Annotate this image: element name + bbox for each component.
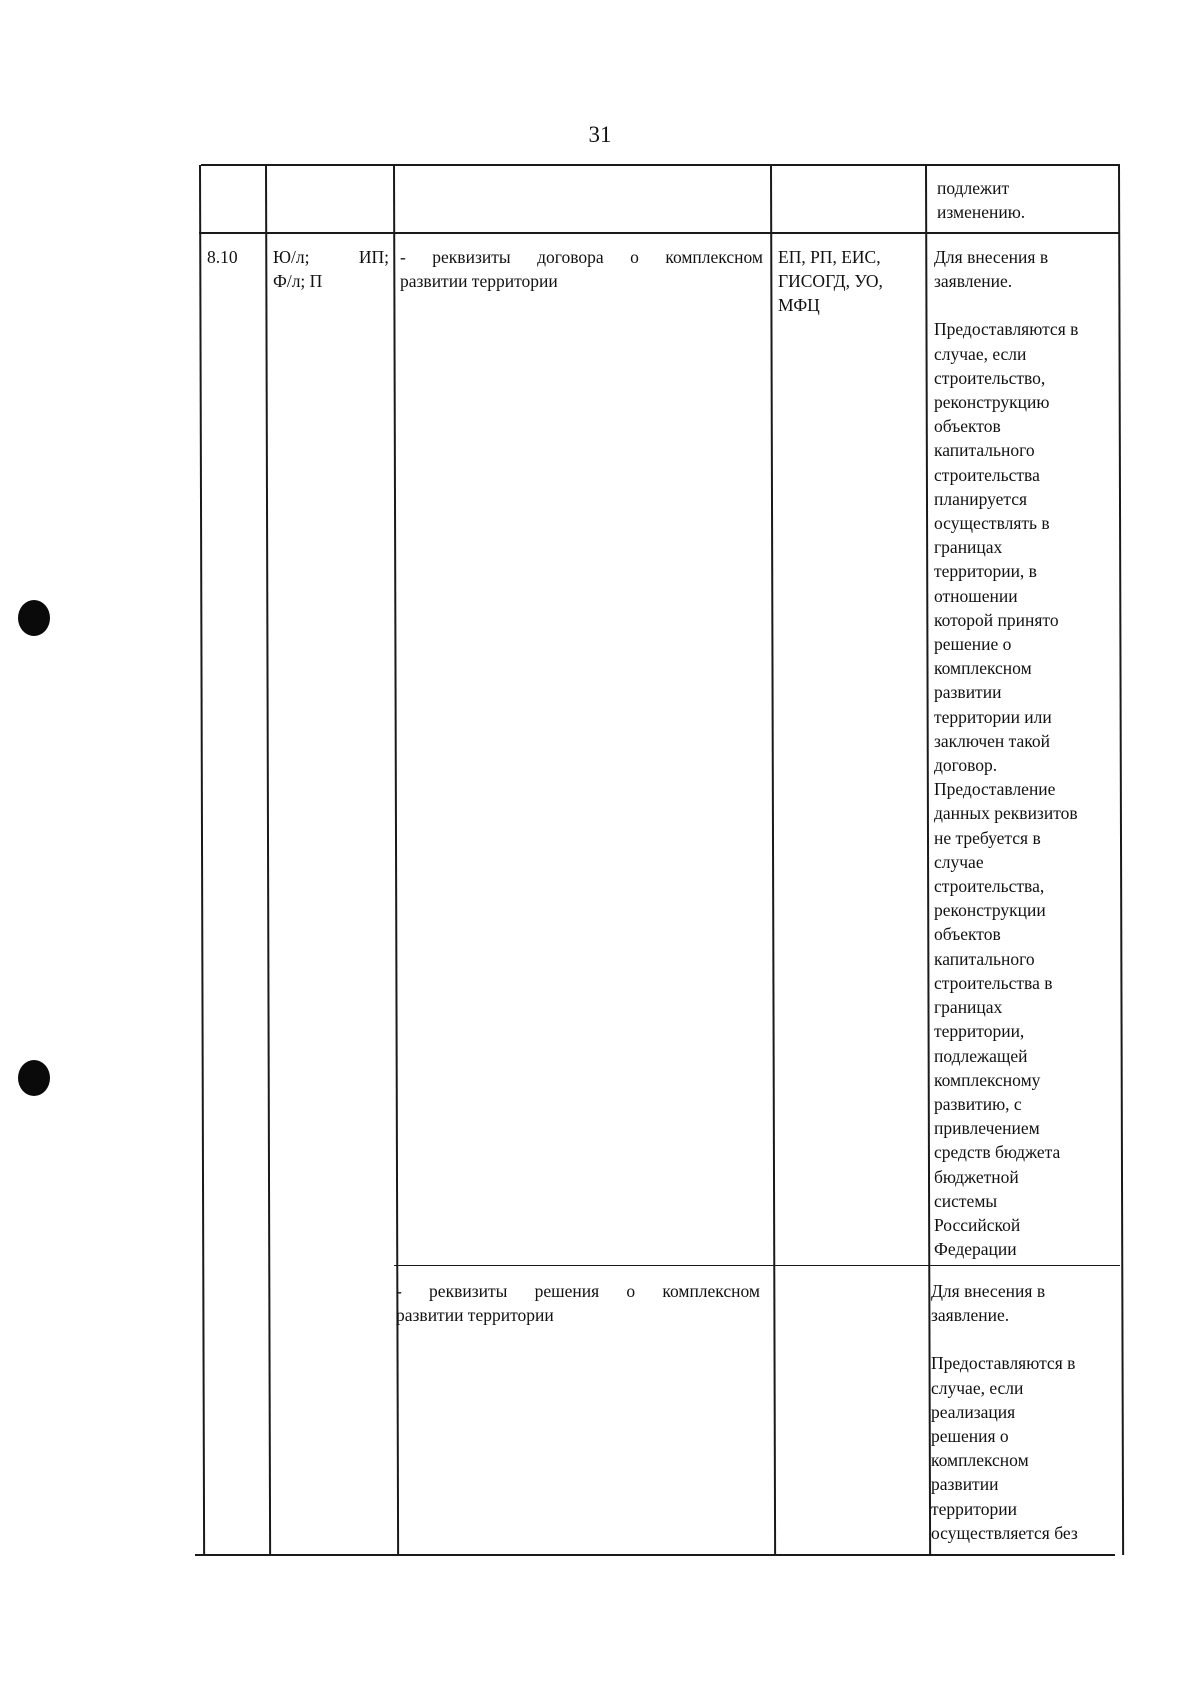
table-border-top (201, 164, 1120, 166)
table-row-divider (199, 232, 1120, 234)
document-item-2-line-2: развитии территории (396, 1305, 554, 1326)
document-item-1-line-1: - реквизиты договора о комплексном (400, 247, 763, 267)
column-divider-1 (265, 165, 271, 1555)
applicants-line-1 (273, 245, 389, 269)
applicants-cell (273, 245, 389, 293)
table-subrow-divider (394, 1265, 1120, 1266)
column-divider-2 (393, 165, 399, 1555)
notes-item-1-body: Предоставляются в случае, если строительство, реконструкцию объектов капитального строительства планируется осуществлять в границах территории, в отношении которой принято решение о комплексном развитии территории или заключен такой договор. Предоставление данных реквизитов не требуется в случае строительства, реконструкции объектов капитального строительства в границах территории, подлежащей комплексному развитию, с привлечением средств бюджета бюджетной системы Российской Федерации (934, 319, 1079, 1260)
table-border-bottom (195, 1554, 1115, 1556)
document-cell-2 (396, 1279, 760, 1327)
table-border-right (1118, 165, 1124, 1555)
document-item-1-line-2: развитии территории (400, 271, 558, 292)
column-divider-3 (770, 165, 776, 1555)
table-border-left (199, 165, 205, 1555)
continuation-notes-cell: подлежит изменению. (937, 178, 1026, 223)
page-number: 31 (588, 122, 612, 147)
notes-cell-1 (934, 245, 1118, 1261)
applicant-entrepreneur: ИП; (358, 247, 389, 267)
applicants-line-2: Ф/л; П (273, 271, 323, 292)
applicant-legal-entity: Ю/л; (273, 247, 310, 267)
notes-item-1-intro: Для внесения в заявление. (934, 247, 1049, 292)
row-number-cell: 8.10 (207, 247, 238, 267)
notes-cell-2 (931, 1279, 1117, 1545)
notes-item-2-intro: Для внесения в заявление. (931, 1281, 1046, 1326)
document-item-2-line-1: - реквизиты решения о комплексном (396, 1281, 760, 1301)
punch-hole-top (18, 600, 50, 636)
punch-hole-bottom (18, 1060, 50, 1096)
sources-cell: ЕП, РП, ЕИС, ГИСОГД, УО, МФЦ (778, 247, 883, 316)
notes-item-2-body: Предоставляются в случае, если реализация решения о комплексном развитии территории осуществляется без (931, 1353, 1078, 1543)
document-cell-1 (400, 245, 763, 293)
